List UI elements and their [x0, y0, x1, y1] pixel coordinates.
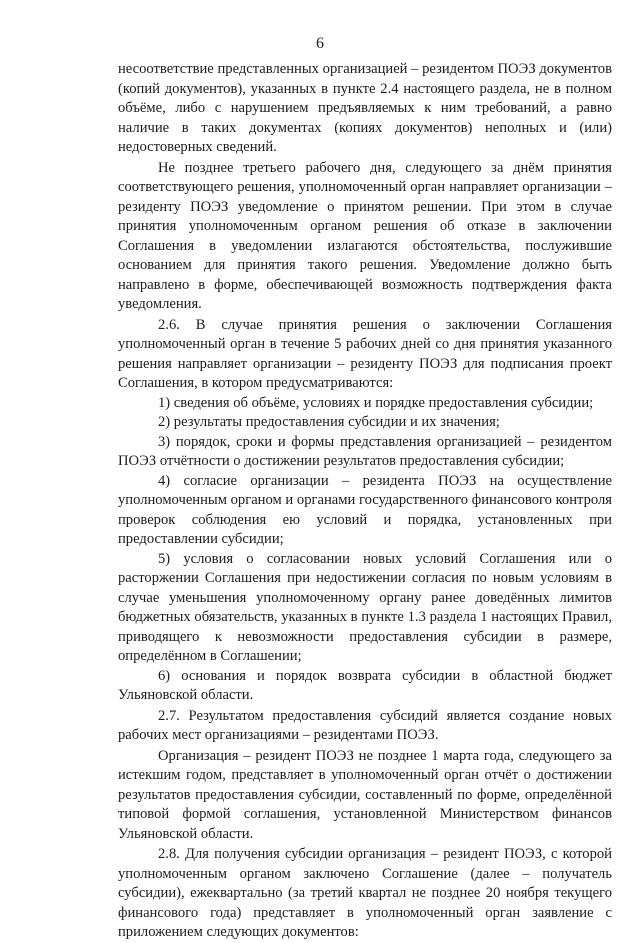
paragraph-2: Не позднее третьего рабочего дня, следующего за днём принятия соответствующего решения, уполномоченный орган направляет организации – резиденту ПОЭЗ уведомление о принятом решении. При этом в случае принятия уполномоченным органом решения об отказе в заключении Соглашения в уведомлении излагаются обстоятельства, послужившие основанием для принятия такого решения. Уведомление должно быть направлено в форме, обеспечивающей возможность подтверждения факта уведомления. [118, 159, 612, 312]
page-number: 6 [316, 35, 324, 52]
paragraph-10: 2.7. Результатом предоставления субсидий является создание новых рабочих мест организациями – резидентами ПОЭЗ. [118, 707, 612, 743]
paragraph-9: 6) основания и порядок возврата субсидии в областной бюджет Ульяновской области. [118, 667, 612, 703]
document-body [118, 60, 612, 943]
paragraph-7: 4) согласие организации – резидента ПОЭЗ на осуществление уполномоченным органом и органами государственного финансового контроля проверок соблюдения ею условий и порядка, установленных при предоставлении субсидии; [118, 472, 612, 547]
paragraph-5: 2) результаты предоставления субсидии и их значения; [158, 414, 500, 430]
paragraph-8: 5) условия о согласовании новых условий Соглашения или о расторжении Соглашения при недостижении согласия по новым условиям в случае уменьшения уполномоченному органу ранее доведённых лимитов бюджетных обязательств, указанных в пункте 1.3 раздела 1 настоящих Правил, приводящего к невозможности предоставления субсидии в размере, определённом в Соглашении; [118, 550, 612, 664]
paragraph-4: 1) сведения об объёме, условиях и порядке предоставления субсидии; [158, 394, 594, 411]
paragraph-6: 3) порядок, сроки и формы представления организацией – резидентом ПОЭЗ отчётности о достижении результатов предоставления субсидии; [118, 433, 612, 469]
paragraph-12: 2.8. Для получения субсидии организация – резидент ПОЭЗ, с которой уполномоченным органом заключено Соглашение (далее – получатель субсидии), ежеквартально (за третий квартал не позднее 20 ноября текущего финансового года) представляет в уполномоченный орган заявление с приложением следующих документов: [118, 846, 612, 940]
paragraph-3: 2.6. В случае принятия решения о заключении Соглашения уполномоченный орган в течение 5 рабочих дней со дня принятия указанного решения направляет организации – резиденту ПОЭЗ для подписания проект Соглашения, в котором предусматриваются: [118, 316, 612, 391]
paragraph-11: Организация – резидент ПОЭЗ не позднее 1 марта года, следующего за истекшим годом, представляет в уполномоченный орган отчёт о достижении результатов предоставления субсидии, составленный по форме, определённой типовой формой соглашения, установленной Министерством финансов Ульяновской области. [118, 747, 612, 842]
paragraph-1: несоответствие представленных организацией – резидентом ПОЭЗ документов (копий документов), указанных в пункте 2.4 настоящего раздела, не в полном объёме, либо с нарушением предъявляемых к ним требований, а равно наличие в таких документах (копиях документов) неполных и (или) недостоверных сведений. [118, 61, 612, 155]
